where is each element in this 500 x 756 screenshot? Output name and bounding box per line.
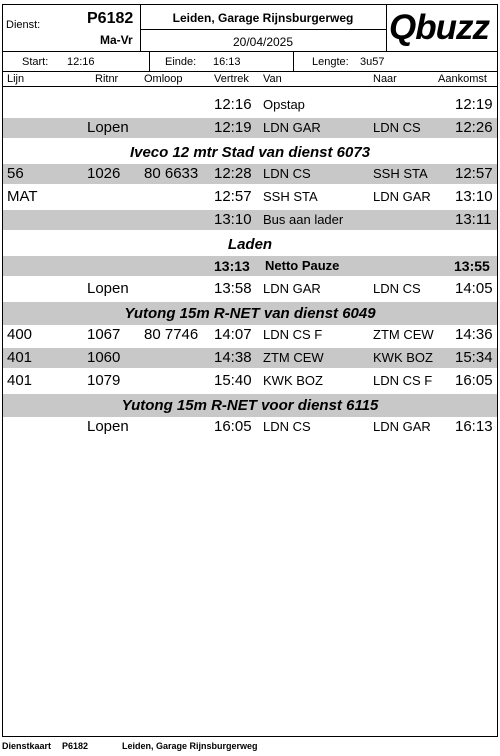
cell-vertrek: 12:57 [214,188,252,205]
cell-aankomst: 12:26 [455,119,493,136]
service-date: 20/04/2025 [232,35,294,49]
column-header [3,72,497,86]
vehicle-section-header: Yutong 15m R-NET van dienst 6049 [3,302,497,325]
cell-lijn: MAT [7,188,38,205]
cell-naar: KWK BOZ [373,350,433,365]
trip-row [3,95,497,115]
cell-vertrek: 16:05 [214,418,252,435]
cell-aankomst: 12:57 [455,165,493,182]
trip-row [3,417,497,437]
cell-ritnr: Lopen [87,280,129,297]
cell-van: LDN CS F [263,327,323,342]
cell-omloop: 80 6633 [144,165,199,182]
start-time: 12:16 [67,56,95,68]
dienst-label: Dienst: [6,19,41,31]
cell-naar: LDN CS [373,281,421,296]
cell-van: LDN CS [263,166,311,181]
cell-aankomst: 12:19 [455,96,493,113]
cell-lijn: 401 [7,349,33,366]
cell-naar: LDN GAR [373,189,431,204]
cell-ritnr: 1079 [87,372,121,389]
cell-vertrek: 12:19 [214,119,252,136]
cell-van: ZTM CEW [263,350,324,365]
cell-van: SSH STA [263,189,318,204]
cell-van: Bus aan lader [263,212,344,227]
length-value: 3u57 [360,56,385,68]
vehicle-section-header: Iveco 12 mtr Stad van dienst 6073 [129,144,371,161]
trip-row [3,325,497,345]
qbuzz-logo: Qbuzz [389,8,489,47]
cell-vertrek: 15:40 [214,372,252,389]
cell-aankomst: 16:13 [455,418,493,435]
cell-van: LDN GAR [263,120,321,135]
cell-aankomst: 14:36 [455,326,493,343]
cell-aankomst: 13:11 [455,211,492,228]
cell-vertrek: 14:07 [214,326,252,343]
col-naar: Naar [373,73,397,85]
cell-ritnr: 1067 [87,326,121,343]
cell-ritnr: Lopen [87,119,129,136]
cell-lijn: 401 [7,372,33,389]
end-time: 16:13 [213,56,241,68]
cell-van: Opstap [263,97,305,112]
col-lijn: Lijn [7,73,25,85]
days-of-week: Ma-Vr [100,33,133,47]
pause-row [3,256,497,276]
trip-row [3,164,497,184]
vehicle-section-header: Yutong 15m R-NET voor dienst 6115 [3,394,497,417]
cell-naar: ZTM CEW [373,327,434,342]
cell-vertrek: 12:16 [214,96,252,113]
cell-naar: SSH STA [373,166,428,181]
cell-lijn: 56 [7,165,24,182]
col-vertrek: Vertrek [214,73,249,85]
col-omloop: Omloop [144,73,183,85]
trip-row [3,348,497,368]
cell-naar: LDN CS F [373,373,433,388]
cell-vertrek: 13:13 [214,258,250,274]
cell-aankomst: 13:10 [455,188,493,205]
cell-vertrek: 13:58 [214,280,252,297]
cell-van: KWK BOZ [263,373,323,388]
trip-row [3,118,497,138]
cell-naar: LDN GAR [373,419,431,434]
cell-ritnr: 1060 [87,349,121,366]
cell-van: Netto Pauze [265,258,340,273]
col-aankomst: Aankomst [438,73,487,85]
footer-location: Leiden, Garage Rijnsburgerweg [122,741,258,751]
cell-naar: LDN CS [373,120,421,135]
trip-row [3,187,497,207]
cell-omloop: 80 7746 [144,326,199,343]
length-label: Lengte: [312,56,349,68]
footer-doc-label: Dienstkaart [2,741,52,751]
start-label: Start: [22,56,49,68]
cell-aankomst: 15:34 [455,349,493,366]
trip-row [3,371,497,391]
cell-aankomst: 14:05 [455,280,493,297]
garage-location: Leiden, Garage Rijnsburgerweg [172,11,354,25]
end-label: Einde: [165,56,197,68]
cell-ritnr: 1026 [87,165,121,182]
col-ritnr: Ritnr [95,73,119,85]
dienst-number: P6182 [87,10,134,27]
cell-aankomst: 13:55 [454,258,490,274]
cell-lijn: 400 [7,326,33,343]
col-van: Van [263,73,282,85]
vehicle-section-header: Laden [227,236,273,253]
cell-van: LDN GAR [263,281,321,296]
trip-row [3,279,497,299]
footer-dienst-number: P6182 [62,741,89,751]
cell-vertrek: 12:28 [214,165,252,182]
trip-row [3,210,497,230]
cell-ritnr: Lopen [87,418,129,435]
cell-aankomst: 16:05 [455,372,493,389]
duty-card [2,4,498,751]
cell-vertrek: 13:10 [214,211,252,228]
cell-van: LDN CS [263,419,311,434]
cell-vertrek: 14:38 [214,349,252,366]
